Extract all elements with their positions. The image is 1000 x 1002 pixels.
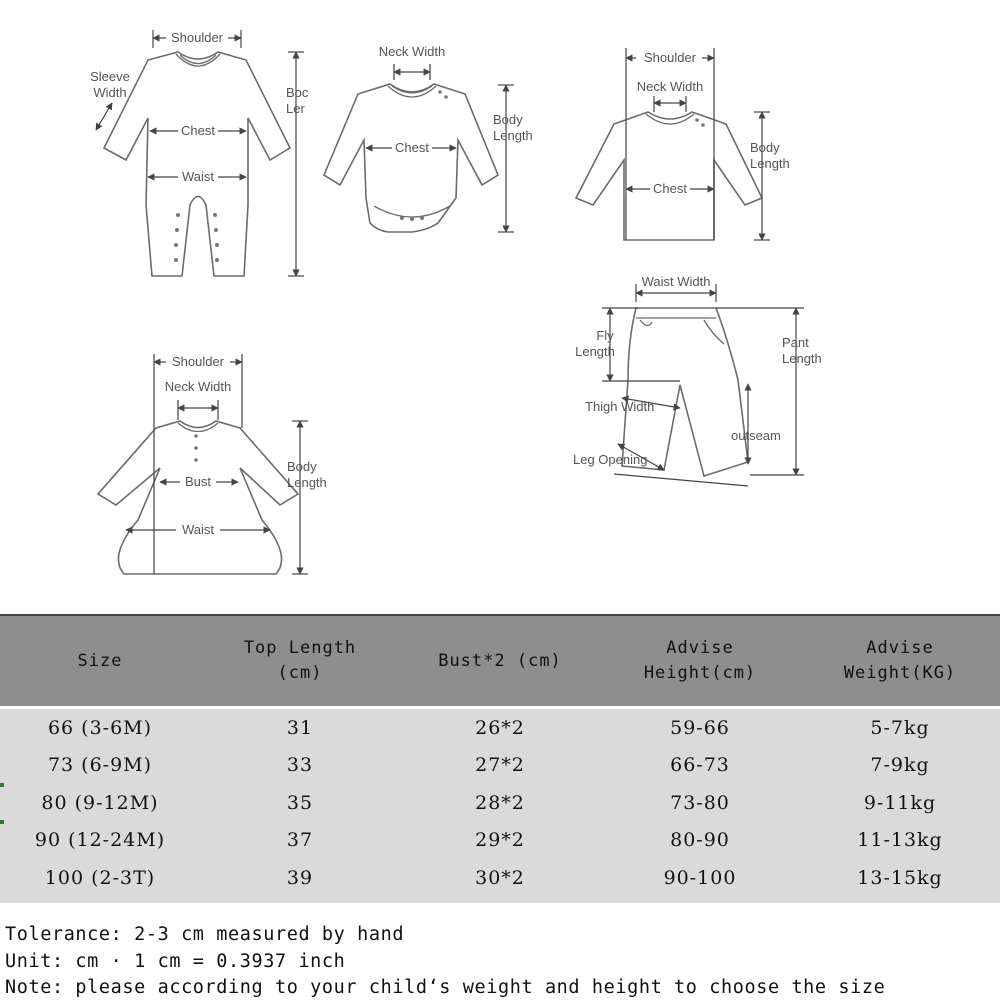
cell-top-length: 39 [286, 866, 314, 889]
dress-waist-label: Waist [181, 522, 215, 537]
header-bust: Bust*2 (cm) [438, 650, 562, 671]
pants-diagram [573, 274, 822, 486]
top-neck-width-label: Neck Width [636, 79, 704, 94]
dress-body-length-label: Body [287, 459, 317, 474]
table-row [0, 747, 1000, 785]
romper-body-length-label-2: Ler [286, 101, 305, 116]
header-advise-height: Advise Height(cm) [643, 638, 757, 683]
dress-shoulder-label: Shoulder [171, 354, 225, 369]
bodysuit-body-length-label-2: Length [493, 128, 533, 143]
dress-body-length-label-2: Length [287, 475, 327, 490]
cell-height: 80-90 [670, 829, 730, 852]
cell-weight: 11-13kg [857, 829, 943, 852]
table-header-row [0, 616, 1000, 706]
cell-top-length: 33 [286, 754, 314, 777]
unit-note: Unit: cm · 1 cm = 0.3937 inch [5, 950, 346, 972]
table-body [0, 709, 1000, 903]
romper-body-length-label: Boc [286, 85, 309, 100]
cell-size: 90 (12-24M) [34, 829, 166, 852]
cell-weight: 13-15kg [857, 866, 943, 889]
size-notes [5, 922, 995, 1002]
bodysuit-diagram [324, 44, 533, 232]
size-chart-table [0, 614, 1000, 902]
cell-top-length: 37 [286, 829, 314, 852]
dress-neck-width-label: Neck Width [164, 379, 232, 394]
bodysuit-neck-width-label: Neck Width [378, 44, 446, 59]
pants-fly-length-label: Fly [596, 328, 614, 343]
cell-bust: 28*2 [475, 791, 525, 814]
romper-sleeve-label: Sleeve [90, 69, 130, 84]
edge-mark [0, 783, 4, 787]
cell-bust: 26*2 [475, 716, 525, 739]
table-row [0, 784, 1000, 822]
cell-top-length: 31 [286, 716, 314, 739]
header-top-length: Top Length (cm) [243, 638, 357, 683]
cell-bust: 27*2 [475, 754, 525, 777]
pants-thigh-width-label: Thigh Width [585, 399, 655, 414]
romper-waist-label: Waist [181, 169, 215, 184]
cell-height: 73-80 [670, 791, 730, 814]
pants-fly-length-label-2: Length [575, 344, 615, 359]
table-row [0, 709, 1000, 747]
bodysuit-body-length-label: Body [493, 112, 523, 127]
cell-height: 59-66 [670, 716, 730, 739]
top-diagram [576, 48, 790, 240]
cell-weight: 9-11kg [863, 791, 937, 814]
cell-bust: 30*2 [475, 866, 525, 889]
cell-bust: 29*2 [475, 829, 525, 852]
table-row [0, 822, 1000, 860]
pants-pant-length-label-2: Length [782, 351, 822, 366]
table-row [0, 859, 1000, 897]
cell-height: 66-73 [670, 754, 730, 777]
cell-size: 100 (2-3T) [44, 866, 156, 889]
cell-top-length: 35 [286, 791, 314, 814]
header-advise-weight: Advise Weight(KG) [843, 638, 957, 683]
romper-sleeve-label-2: Width [93, 85, 127, 100]
edge-mark [0, 820, 4, 824]
top-body-length-label: Body [750, 140, 780, 155]
pants-pant-length-label: Pant [782, 335, 809, 350]
cell-size: 66 (3-6M) [47, 716, 153, 739]
cell-size: 80 (9-12M) [41, 791, 159, 814]
romper-shoulder-label: Shoulder [170, 30, 224, 45]
pants-outseam-label: outseam [731, 428, 781, 443]
romper-chest-label: Chest [181, 123, 215, 138]
size-advice-note: Note: please according to your child‘s weight and height to choose the size [5, 977, 886, 998]
romper-diagram [90, 29, 309, 276]
cell-weight: 5-7kg [870, 716, 930, 739]
pants-waist-width-label: Waist Width [641, 274, 711, 289]
dress-bust-label: Bust [184, 474, 212, 489]
top-chest-label: Chest [653, 181, 687, 196]
bodysuit-chest-label: Chest [395, 140, 429, 155]
cell-height: 90-100 [663, 866, 737, 889]
dress-diagram [98, 354, 327, 574]
pants-leg-opening-label: Leg Opening [573, 452, 648, 467]
cell-weight: 7-9kg [870, 754, 930, 777]
header-size: Size [77, 650, 123, 671]
tolerance-note: Tolerance: 2-3 cm measured by hand [5, 924, 405, 945]
cell-size: 73 (6-9M) [47, 754, 153, 777]
top-body-length-label-2: Length [750, 156, 790, 171]
top-shoulder-label: Shoulder [643, 50, 697, 65]
